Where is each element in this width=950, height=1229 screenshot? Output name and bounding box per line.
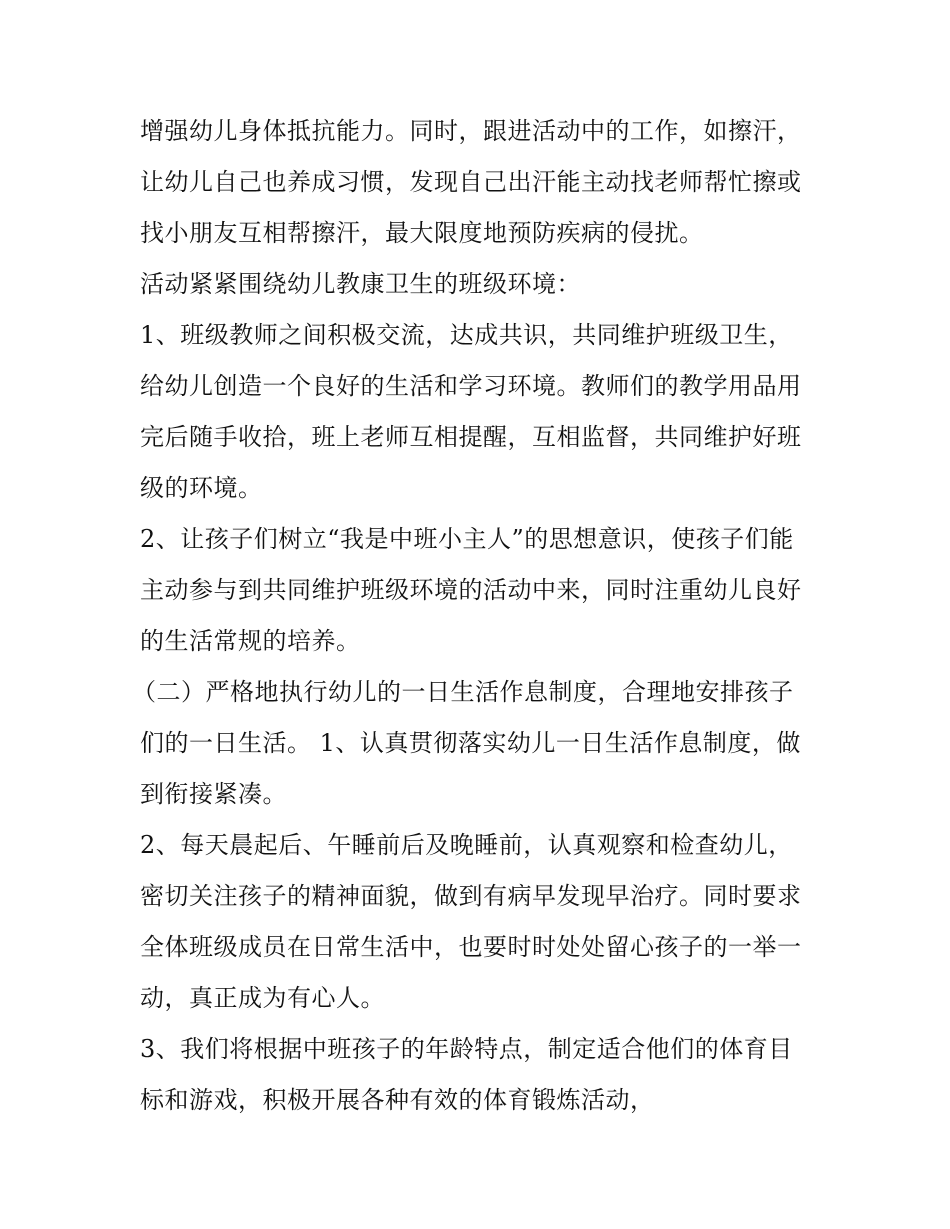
section-heading: （二）严格地执行幼儿的一日生活作息制度，合理地安排孩子: [132, 678, 794, 706]
text-line: 增强幼儿身体抵抗能力。同时，跟进活动中的工作，如擦汗，: [140, 117, 802, 145]
text-line: 让幼儿自己也养成习惯，发现自己出汗能主动找老师帮忙擦或: [140, 168, 802, 196]
text-line: 全体班级成员在日常生活中，也要时时处处留心孩子的一举一: [140, 933, 802, 961]
text-line: 1、班级教师之间积极交流，达成共识，共同维护班级卫生，: [140, 321, 793, 349]
text-line: 找小朋友互相帮擦汗，最大限度地预防疾病的侵扰。: [140, 219, 704, 247]
text-line: 2、每天晨起后、午睡前后及晚睡前，认真观察和检查幼儿，: [140, 831, 793, 859]
text-line: 到衔接紧凑。: [140, 780, 287, 808]
text-line: 标和游戏，积极开展各种有效的体育锻炼活动，: [140, 1086, 655, 1114]
text-line: 2、让孩子们树立“我是中班小主人”的思想意识，使孩子们能: [140, 525, 794, 553]
document-body: [132, 106, 820, 1126]
text-line: 给幼儿创造一个良好的生活和学习环境。教师们的教学用品用: [140, 372, 802, 400]
section-heading: 活动紧紧围绕幼儿教康卫生的班级环境：: [140, 270, 581, 298]
text-line: 主动参与到共同维护班级环境的活动中来，同时注重幼儿良好: [140, 576, 802, 604]
text-line: 的生活常规的培养。: [140, 627, 361, 655]
text-line: 级的环境。: [140, 474, 263, 502]
text-line: 完后随手收拾，班上老师互相提醒，互相监督，共同维护好班: [140, 423, 802, 451]
text-line: 密切关注孩子的精神面貌，做到有病早发现早治疗。同时要求: [140, 882, 802, 910]
text-line: 动，真正成为有心人。: [140, 984, 385, 1012]
text-line: 们的一日生活。 1、认真贯彻落实幼儿一日生活作息制度，做: [140, 729, 801, 757]
text-line: 3、我们将根据中班孩子的年龄特点，制定适合他们的体育目: [140, 1035, 793, 1063]
